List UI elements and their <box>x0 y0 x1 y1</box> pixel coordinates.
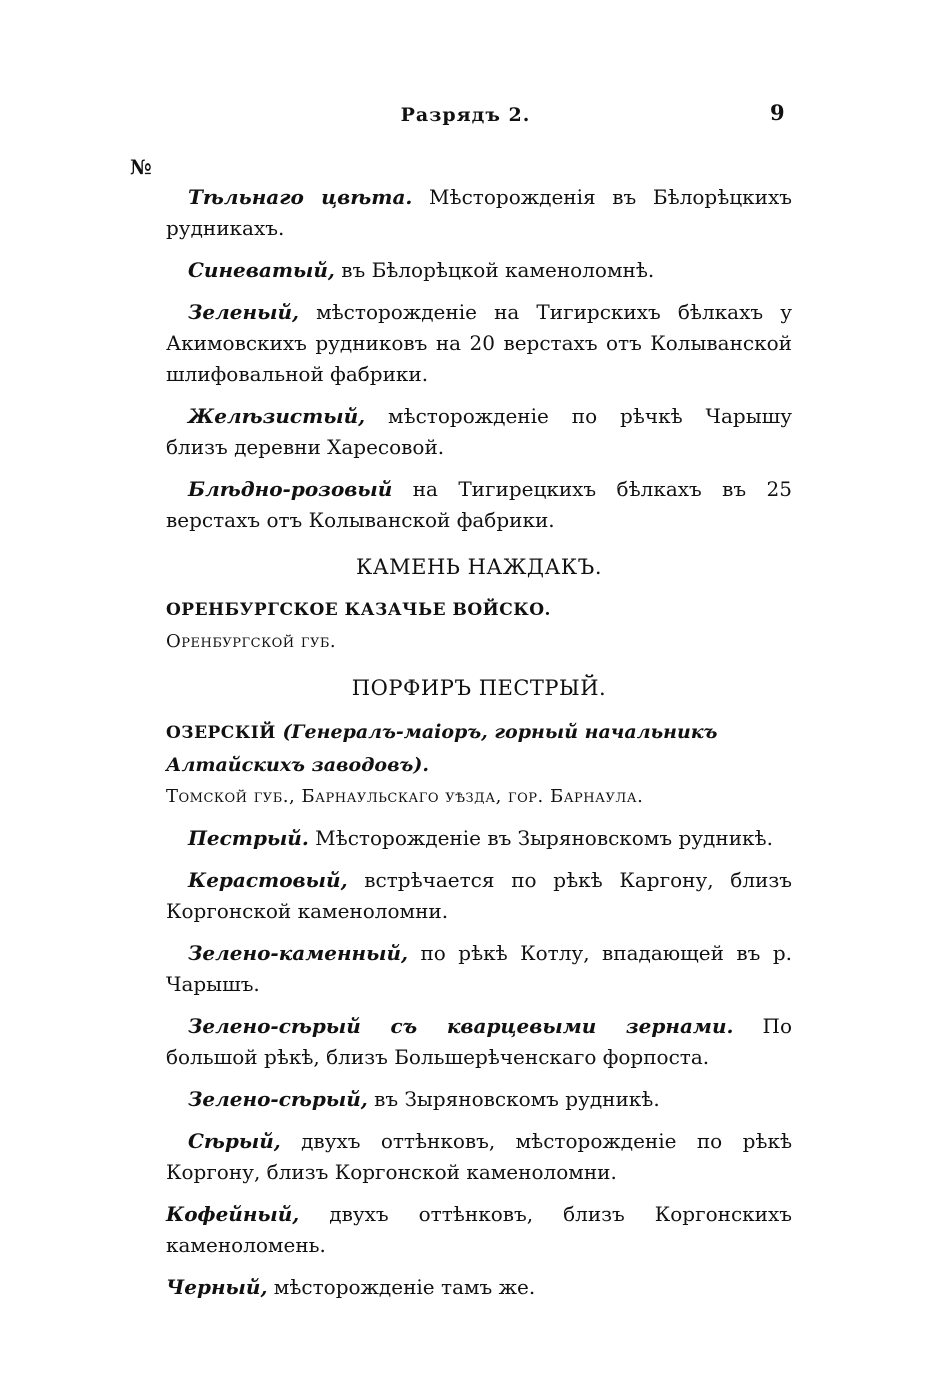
variety-description: По большой рѣкѣ, близъ Большерѣченскаго форпоста. <box>166 1014 792 1069</box>
contributor-location: Оренбургской губ. <box>166 631 337 652</box>
contributor-title: (Генералъ-маіоръ, горный начальникъ Алтайскихъ заводовъ). <box>166 721 718 776</box>
variety-term: Тѣльнаго цвѣта. <box>188 185 413 209</box>
variety-term: Желѣзистый, <box>188 404 366 428</box>
contributor-name: ОЗЕРСКІЙ <box>166 723 276 743</box>
variety-term: Сѣрый, <box>188 1129 281 1153</box>
variety-description: мѣсторожденіе тамъ же. <box>267 1275 536 1299</box>
paragraph-black <box>166 1272 792 1303</box>
variety-term: Синеватый, <box>188 258 335 282</box>
variety-term: Кофейный, <box>166 1202 300 1226</box>
variety-term: Пестрый. <box>188 826 309 850</box>
running-header-title: Разрядъ 2. <box>400 104 531 126</box>
paragraph-green-grey <box>166 1084 792 1115</box>
variety-description: въ Зыряновскомъ рудникѣ. <box>367 1087 660 1111</box>
variety-term: Зелено-сѣрый съ кварцевыми зернами. <box>188 1014 734 1038</box>
page-number: 9 <box>770 100 785 125</box>
page-body <box>166 182 792 1314</box>
paragraph-grey <box>166 1126 792 1188</box>
paragraph-kerastovy <box>166 865 792 927</box>
paragraph-flesh-colored <box>166 182 792 244</box>
variety-description: по рѣкѣ Котлу, впадающей въ р. Чарышъ. <box>166 941 792 996</box>
variety-term: Зелено-сѣрый, <box>188 1087 368 1111</box>
variety-description: мѣсторожденіе по рѣчкѣ Чарышу близъ деревни Харесовой. <box>166 404 792 459</box>
paragraph-variegated <box>166 823 792 854</box>
number-sign: № <box>130 155 152 179</box>
variety-description: двухъ оттѣнковъ, близъ Коргонскихъ каменоломень. <box>166 1202 792 1257</box>
variety-term: Керастовый, <box>188 868 348 892</box>
variety-term: Блѣдно-розовый <box>188 477 393 501</box>
variety-term: Зелено-каменный, <box>188 941 408 965</box>
contributor-entry-orenburg <box>166 595 792 657</box>
contributor-location: Томской губ., Барнаульскаго уѣзда, гор. Барнаула. <box>166 786 644 807</box>
contributor-entry-ozersky <box>166 716 792 812</box>
paragraph-ferruginous <box>166 401 792 463</box>
contributor-name: ОРЕНБУРГСКОЕ КАЗАЧЬЕ ВОЙСКО. <box>166 600 551 620</box>
section-heading-emery: КАМЕНЬ НАЖДАКЪ. <box>355 555 603 579</box>
variety-description: двухъ оттѣнковъ, мѣсторожденіе по рѣкѣ Коргону, близъ Коргонской каменоломни. <box>166 1129 792 1184</box>
variety-term: Черный, <box>166 1275 268 1299</box>
variety-description: Мѣсторожденіе въ Зыряновскомъ рудникѣ. <box>308 826 773 850</box>
paragraph-coffee <box>166 1199 792 1261</box>
variety-description: мѣсторожденіе на Тигирскихъ бѣлкахъ у Акимовскихъ рудниковъ на 20 верстахъ отъ Колыванской шлифовальной фабрики. <box>166 300 792 386</box>
paragraph-green-stone <box>166 938 792 1000</box>
variety-term: Зеленый, <box>188 300 299 324</box>
paragraph-pale-pink <box>166 474 792 536</box>
paragraph-green <box>166 297 792 390</box>
paragraph-green-grey-quartz <box>166 1011 792 1073</box>
paragraph-bluish <box>166 255 792 286</box>
variety-description: Мѣсторожденія въ Бѣлорѣцкихъ рудникахъ. <box>166 185 792 240</box>
variety-description: встрѣчается по рѣкѣ Каргону, близъ Коргонской каменоломни. <box>166 868 792 923</box>
section-heading-porphyry: ПОРФИРЪ ПЕСТРЫЙ. <box>351 676 607 700</box>
variety-description: на Тигирецкихъ бѣлкахъ въ 25 верстахъ отъ Колыванской фабрики. <box>166 477 792 532</box>
variety-description: въ Бѣлорѣцкой каменоломнѣ. <box>334 258 655 282</box>
